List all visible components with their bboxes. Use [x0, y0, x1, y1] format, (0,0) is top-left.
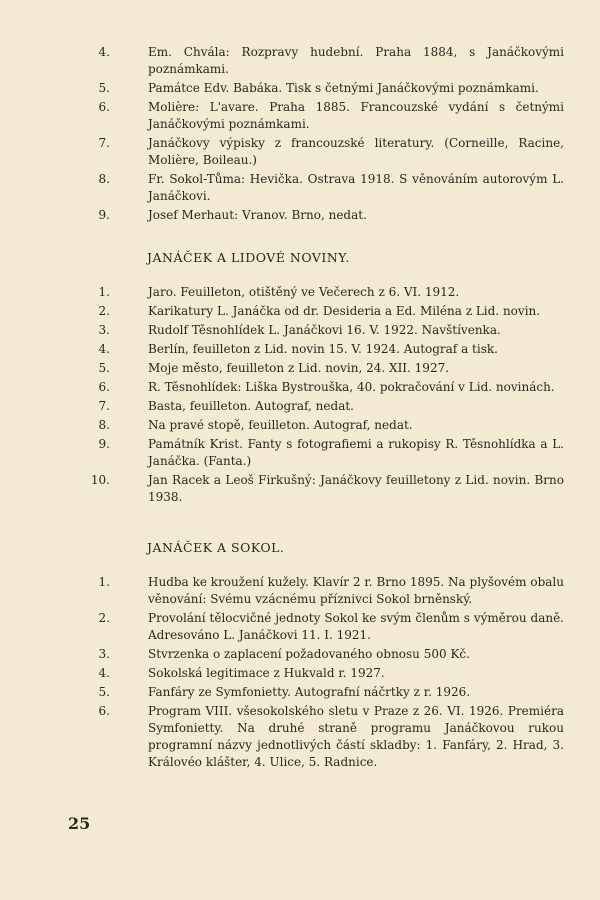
list-item — [98, 684, 564, 701]
list-item — [98, 703, 564, 771]
list-item — [98, 360, 564, 377]
list-item — [98, 322, 564, 339]
list-item-text: Fr. Sokol-Tůma: Hevička. Ostrava 1918. S věnováním autorovým L. Janáčkovi. — [148, 172, 564, 203]
list-item-number: 8. — [98, 418, 110, 432]
list-item-text: Rudolf Těsnohlídek L. Janáčkovi 16. V. 1922. Navštívenka. — [148, 323, 501, 337]
list-item-number: 3. — [98, 323, 110, 337]
list-item-text: Program VIII. všesokolského sletu v Praze z 26. VI. 1926. Premiéra Symfonietty. Na druhé straně programu Janáčkovou rukou programní názvy jednotlivých částí skladby: 1. Fanfáry, 2. Hrad, 3. Královéo klášter, 4. Ulice, 5. Radnice. — [148, 704, 564, 769]
list-item — [98, 665, 564, 682]
list-item — [98, 284, 564, 301]
list-item — [98, 574, 564, 608]
list-item-text: Janáčkovy výpisky z francouzské literatury. (Corneille, Racine, Molière, Boileau.) — [148, 136, 564, 167]
list-item-number: 7. — [98, 136, 110, 150]
list-section-2 — [90, 284, 564, 506]
list-item-number: 1. — [98, 575, 110, 589]
list-item — [90, 472, 564, 506]
list-item-number: 9. — [98, 437, 110, 451]
page-number: 25 — [68, 814, 91, 833]
list-item-text: Berlín, feuilleton z Lid. novin 15. V. 1924. Autograf a tisk. — [148, 342, 498, 356]
list-item-number: 4. — [98, 342, 110, 356]
list-item-text: Památník Krist. Fanty s fotografiemi a rukopisy R. Těsnohlídka a L. Janáčka. (Fanta.) — [148, 437, 564, 468]
list-item-number: 5. — [98, 361, 110, 375]
list-item-text: Provolání tělocvičné jednoty Sokol ke svým členům s výměrou daně. Adresováno L. Janáčkovi 11. I. 1921. — [148, 611, 564, 642]
list-item-text: Molière: L'avare. Praha 1885. Francouzské vydání s četnými Janáčkovými poznámkami. — [148, 100, 564, 131]
list-item — [98, 436, 564, 470]
list-item-text: Basta, feuilleton. Autograf, nedat. — [148, 399, 354, 413]
list-item-text: Jaro. Feuilleton, otištěný ve Večerech z 6. VI. 1912. — [148, 285, 460, 299]
list-item — [98, 171, 564, 205]
list-item-text: Stvrzenka o zaplacení požadovaného obnosu 500 Kč. — [148, 647, 470, 661]
list-item — [98, 303, 564, 320]
list-item-number: 4. — [98, 45, 110, 59]
list-item-text: Moje město, feuilleton z Lid. novin, 24. XII. 1927. — [148, 361, 450, 375]
list-item-number: 6. — [98, 100, 110, 114]
list-item-text: R. Těsnohlídek: Liška Bystrouška, 40. pokračování v Lid. novinách. — [148, 380, 555, 394]
list-item — [98, 341, 564, 358]
list-item — [98, 398, 564, 415]
list-item — [98, 44, 564, 78]
list-item-text: Na pravé stopě, feuilleton. Autograf, nedat. — [148, 418, 413, 432]
list-item-number: 2. — [98, 611, 110, 625]
list-item-text: Památce Edv. Babáka. Tisk s četnými Janáčkovými poznámkami. — [148, 81, 539, 95]
section-heading-lidove-noviny: JANÁČEK A LIDOVÉ NOVINY. — [147, 250, 350, 265]
list-item-number: 6. — [98, 704, 110, 718]
list-item-number: 9. — [98, 208, 110, 222]
list-item — [98, 80, 564, 97]
list-item-number: 5. — [98, 81, 110, 95]
list-item-number: 2. — [98, 304, 110, 318]
list-item-text: Karikatury L. Janáčka od dr. Desideria a Ed. Miléna z Lid. novin. — [148, 304, 541, 318]
list-item-number: 6. — [98, 380, 110, 394]
list-item-number: 3. — [98, 647, 110, 661]
list-item-text: Fanfáry ze Symfonietty. Autografní náčrtky z r. 1926. — [148, 685, 471, 699]
list-section-3 — [98, 574, 564, 771]
list-item-number: 1. — [98, 285, 110, 299]
list-item — [98, 135, 564, 169]
list-item-text: Hudba ke kroužení kužely. Klavír 2 r. Brno 1895. Na plyšovém obalu věnování: Svému vzácnému příznivci Sokol brněnský. — [148, 575, 564, 606]
list-item — [98, 99, 564, 133]
list-item — [98, 610, 564, 644]
list-item-number: 7. — [98, 399, 110, 413]
list-item-text: Jan Racek a Leoš Firkušný: Janáčkovy feuilletony z Lid. novin. Brno 1938. — [148, 473, 564, 504]
list-item-text: Sokolská legitimace z Hukvald r. 1927. — [148, 666, 385, 680]
section-heading-sokol: JANÁČEK A SOKOL. — [147, 540, 285, 555]
list-item-text: Em. Chvála: Rozpravy hudební. Praha 1884, s Janáčkovými poznámkami. — [148, 45, 564, 76]
list-item-number: 8. — [98, 172, 110, 186]
list-section-1 — [98, 44, 564, 224]
list-item — [98, 646, 564, 663]
list-item — [98, 379, 564, 396]
list-item-text: Josef Merhaut: Vranov. Brno, nedat. — [148, 208, 367, 222]
list-item — [98, 417, 564, 434]
list-item-number: 4. — [98, 666, 110, 680]
list-item-number: 5. — [98, 685, 110, 699]
list-item-number: 10. — [90, 473, 110, 487]
list-item — [98, 207, 564, 224]
